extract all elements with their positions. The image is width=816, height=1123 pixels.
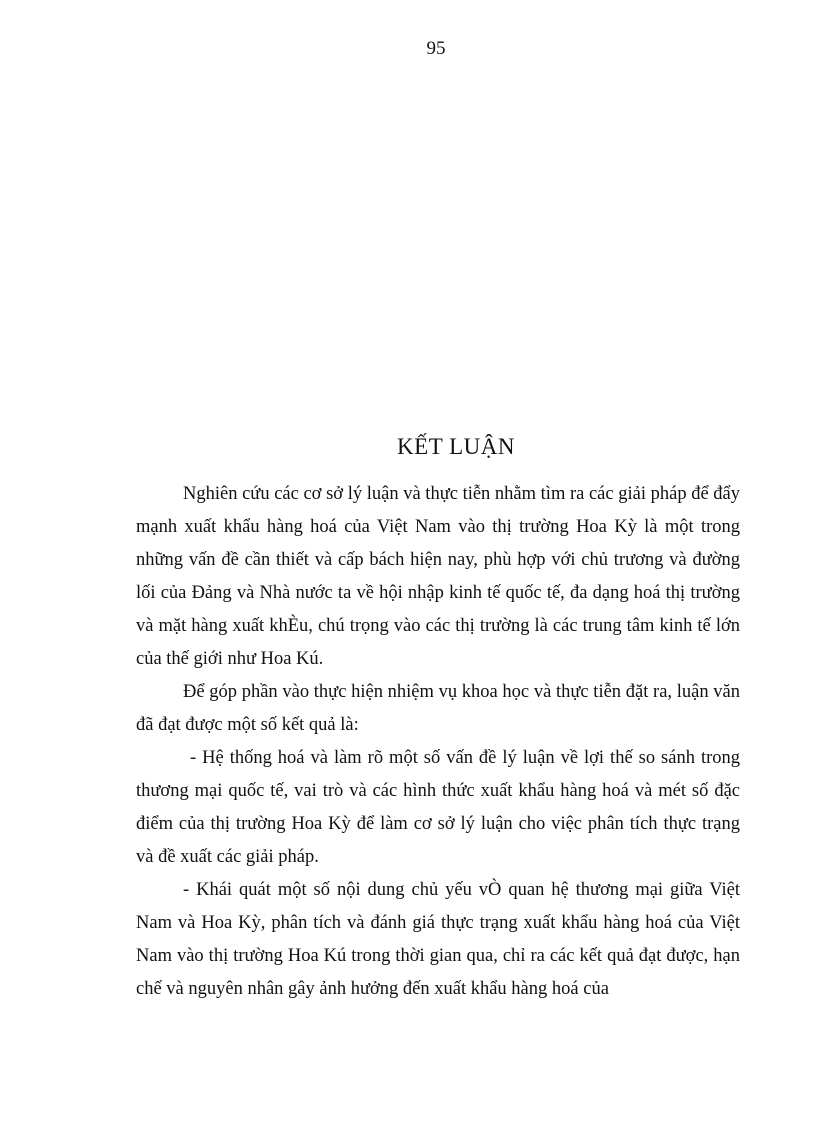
body-text (136, 478, 740, 1006)
paragraph-result-theory: - Hệ thống hoá và làm rõ một số vấn đề lý luận về lợi thế so sánh trong thương mại quốc tế, vai trò và các hình thức xuất khẩu hàng hoá và mét số đặc điểm của thị trường Hoa Kỳ để làm cơ sở lý luận cho việc phân tích thực trạng và đề xuất các giải pháp. (136, 748, 740, 867)
section-heading: KẾT LUẬN (397, 434, 515, 459)
page-number: 95 (426, 38, 446, 59)
paragraph-results-lead: Để góp phần vào thực hiện nhiệm vụ khoa học và thực tiễn đặt ra, luận văn đã đạt được một số kết quả là: (136, 682, 740, 735)
paragraph-result-trade: - Khái quát một số nội dung chủ yếu vÒ quan hệ thương mại giữa Việt Nam và Hoa Kỳ, phân tích và đánh giá thực trạng xuất khẩu hàng hoá của Việt Nam vào thị trường Hoa Kú trong thời gian qua, chỉ ra các kết quả đạt được, hạn chế và nguyên nhân gây ảnh hưởng đến xuất khẩu hàng hoá của (136, 880, 740, 999)
paragraph-intro: Nghiên cứu các cơ sở lý luận và thực tiễn nhằm tìm ra các giải pháp để đẩy mạnh xuất khẩu hàng hoá của Việt Nam vào thị trường Hoa Kỳ là một trong những vấn đề cần thiết và cấp bách hiện nay, phù hợp với chủ trương và đường lối của Đảng và Nhà nước ta về hội nhập kinh tế quốc tế, đa dạng hoá thị trường và mặt hàng xuất khÈu, chú trọng vào các thị trường là các trung tâm kinh tế lớn của thế giới như Hoa Kú. (136, 484, 740, 669)
